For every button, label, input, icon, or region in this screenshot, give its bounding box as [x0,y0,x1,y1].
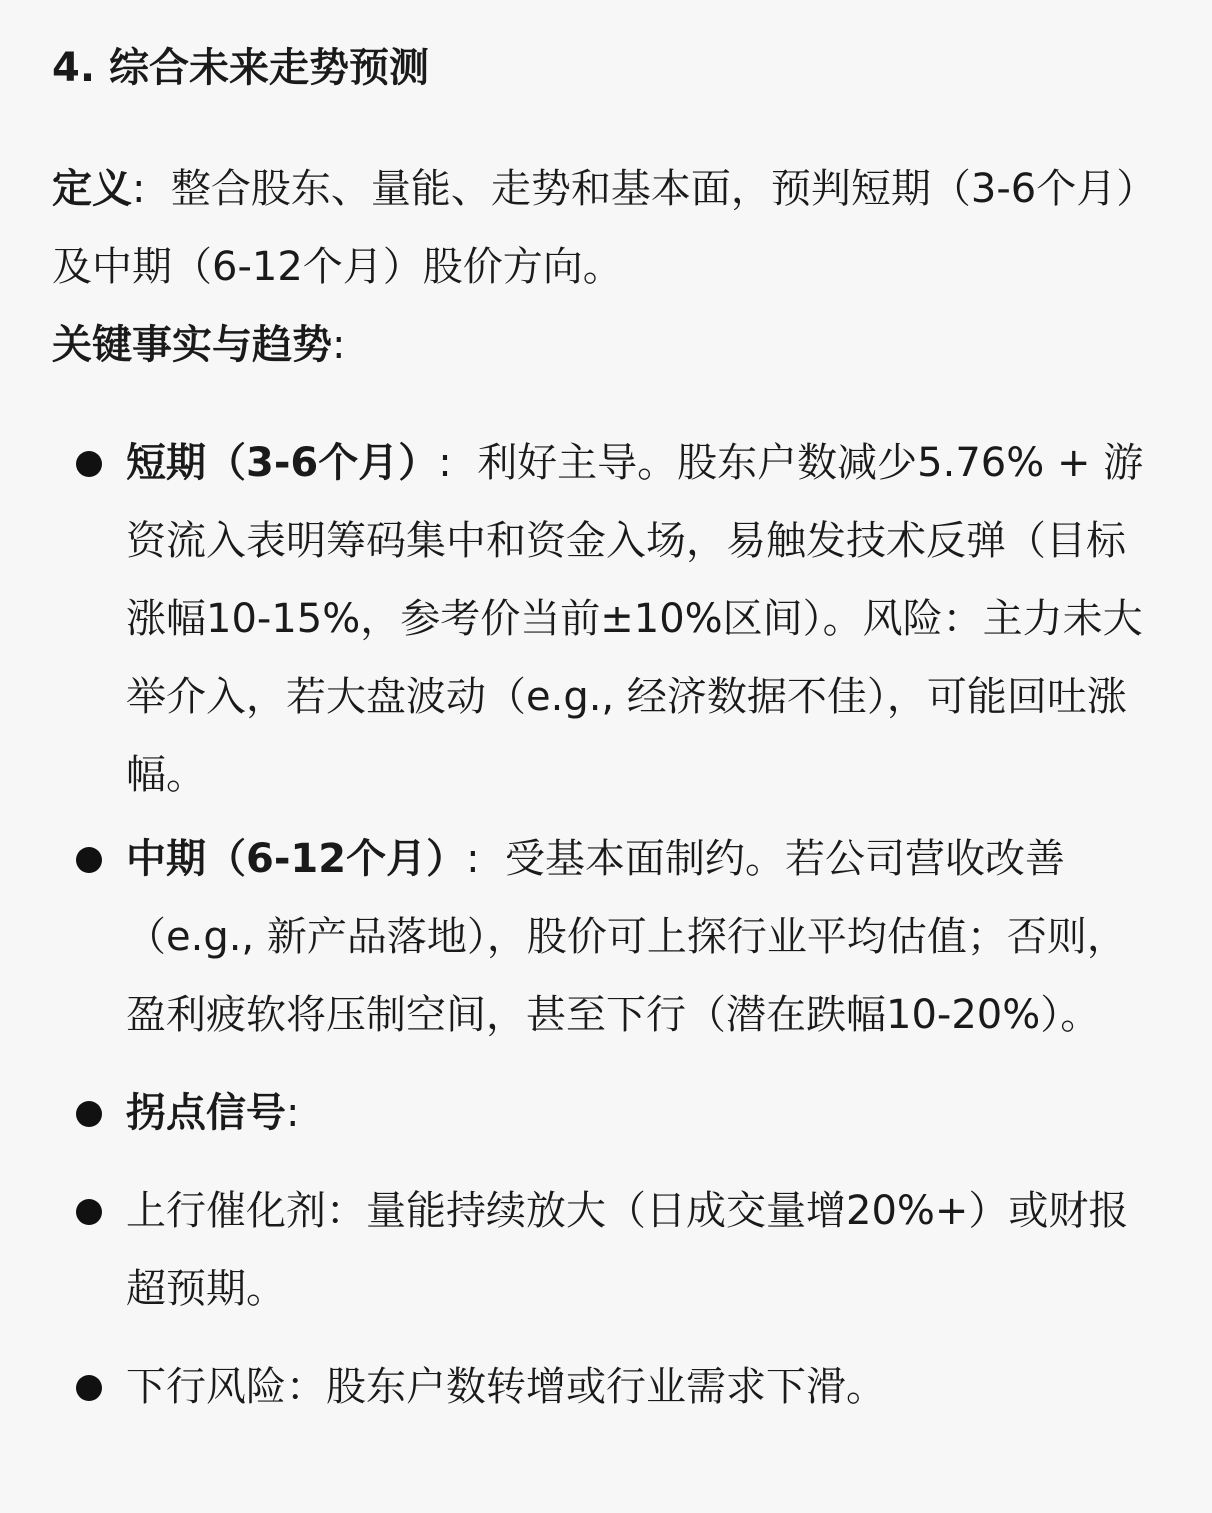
bullet-label: 拐点信号 [126,1090,286,1136]
bullet-colon: : [466,836,480,882]
bullet-label: 短期（3-6个月） [126,440,439,486]
list-item-upside-catalyst [52,1172,1152,1328]
bullet-text: 受基本面制约。若公司营收改善（e.g., 新产品落地），股价可上探行业平均估值；否则，盈利疲软将压制空间，甚至下行（潜在跌幅10-20%）。 [126,836,1127,1038]
bullet-dot-icon [76,1375,102,1401]
bullet-colon: : [438,440,452,486]
list-item-mid-term [52,820,1152,1054]
bullet-dot-icon [76,847,102,873]
key-facts-colon: : [332,322,346,368]
trend-bullet-list [52,424,1152,1426]
key-facts-label: 关键事实与趋势 [52,322,332,368]
bullet-text: 利好主导。股东户数减少5.76% + 游资流入表明筹码集中和资金入场，易触发技术反弹（目标涨幅10-15%，参考价当前±10%区间）。风险：主力未大举介入，若大盘波动（e.g., 经济数据不佳），可能回吐涨幅。 [126,440,1144,798]
definition-paragraph [52,150,1152,306]
bullet-text: 上行催化剂：量能持续放大（日成交量增20%+）或财报超预期。 [126,1188,1129,1312]
section-heading: 4. 综合未来走势预测 [52,45,429,91]
bullet-dot-icon [76,451,102,477]
list-item-downside-risk [52,1348,1152,1426]
bullet-dot-icon [76,1199,102,1225]
list-item-turning-point [52,1074,1152,1152]
bullet-text: 下行风险：股东户数转增或行业需求下滑。 [126,1364,886,1410]
bullet-colon: : [286,1090,300,1136]
bullet-dot-icon [76,1101,102,1127]
bullet-label: 中期（6-12个月） [126,836,467,882]
definition-text: 整合股东、量能、走势和基本面，预判短期（3-6个月）及中期（6-12个月）股价方向。 [52,166,1137,290]
list-item-short-term [52,424,1152,814]
definition-label: 定义 [52,166,132,212]
definition-colon: : [132,166,146,212]
key-facts-heading [52,306,1152,384]
